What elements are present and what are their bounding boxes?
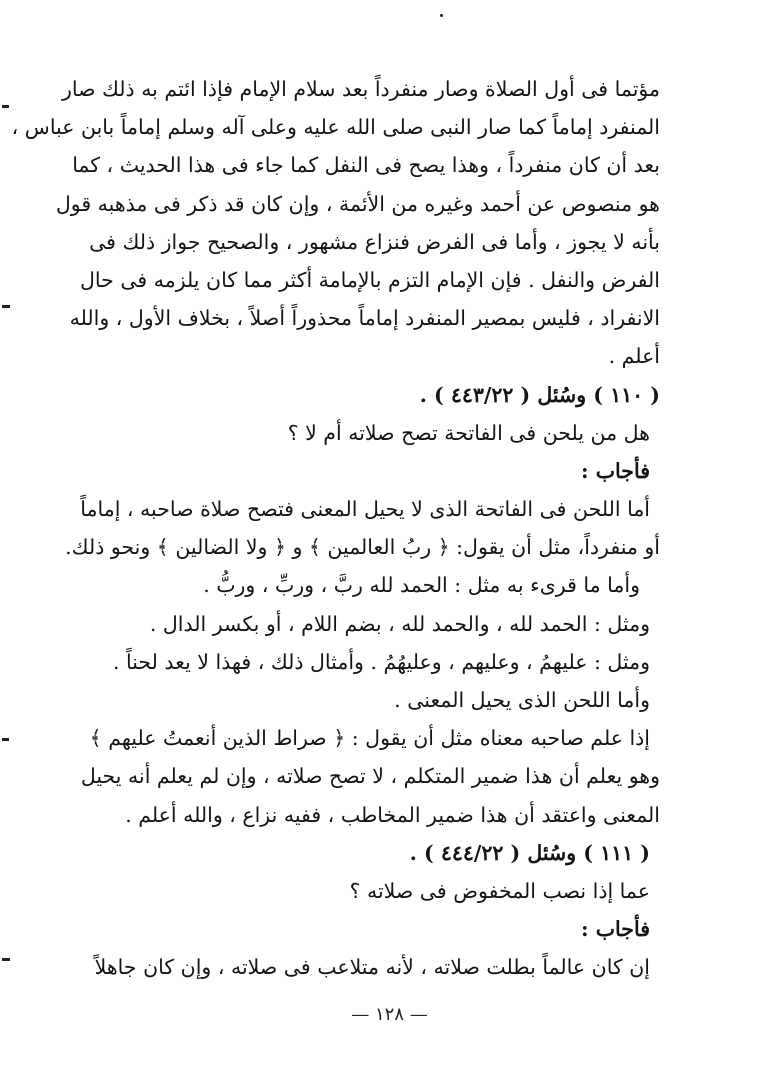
text-line: بعد أن كان منفرداً ، وهذا يصح فى النفل كما جاء فى هذا الحديث ، كما xyxy=(72,153,660,178)
text-line: فأجاب : xyxy=(581,917,650,942)
page-number: — ١٢٨ — xyxy=(351,1004,428,1025)
text-line: ( ١١٠ ) وسُئل ( ٤٤٣/٢٢ ) . xyxy=(419,382,660,407)
text-line: هو منصوص عن أحمد وغيره من الأئمة ، وإن كان قد ذكر فى مذهبه قول xyxy=(55,191,660,216)
text-line: أو منفرداً، مثل أن يقول: ﴿ ربُ العالمين ﴾ و ﴿ ولا الضالين ﴾ ونحو ذلك. xyxy=(65,535,660,560)
text-line: إن كان عالماً بطلت صلاته ، لأنه متلاعب فى صلاته ، وإن كان جاهلاً xyxy=(94,955,650,980)
page-body xyxy=(11,70,660,987)
text-line: وأما ما قرىء به مثل : الحمد لله ربَّ ، وربِّ ، وربُّ . xyxy=(203,573,640,598)
text-line: بأنه لا يجوز ، وأما فى الفرض فنزاع مشهور ، والصحيح جواز ذلك فى xyxy=(89,229,660,254)
text-line: عما إذا نصب المخفوض فى صلاته ؟ xyxy=(349,878,650,903)
text-line: أعلم . xyxy=(608,344,660,369)
text-line: إذا علم صاحبه معناه مثل أن يقول : ﴿ صراط الذين أنعمتُ عليهم ﴾ xyxy=(89,726,650,751)
text-line: مؤتما فى أول الصلاة وصار منفرداً بعد سلام الإمام فإذا ائتم به ذلك صار xyxy=(61,77,660,101)
scan-mark xyxy=(2,105,9,108)
text-line: ومثل : عليهمُ ، وعليهم ، وعليهُمُ . وأمثال ذلك ، فهذا لا يعد لحناً . xyxy=(112,649,650,674)
text-line: ومثل : الحمد لله ، والحمد لله ، بضم اللام ، أو بكسر الدال . xyxy=(149,611,650,636)
text-line: هل من يلحن فى الفاتحة تصح صلاته أم لا ؟ xyxy=(287,420,650,445)
text-line: ( ١١١ ) وسُئل ( ٤٤٤/٢٢ ) . xyxy=(409,840,650,865)
scan-dot xyxy=(440,14,443,17)
text-line: المعنى واعتقد أن هذا ضمير المخاطب ، ففيه نزاع ، والله أعلم . xyxy=(125,802,660,827)
text-line: الانفراد ، فليس بمصير المنفرد إماماً محذوراً أصلاً ، بخلاف الأول ، والله xyxy=(69,306,660,331)
text-line: وأما اللحن الذى يحيل المعنى . xyxy=(394,688,650,712)
text-line: أما اللحن فى الفاتحة الذى لا يحيل المعنى فتصح صلاة صاحبه ، إماماً xyxy=(80,497,650,522)
scan-mark xyxy=(2,305,10,308)
text-line: وهو يعلم أن هذا ضمير المتكلم ، لا تصح صلاته ، وإن لم يعلم أنه يحيل xyxy=(80,764,660,789)
scan-mark xyxy=(2,738,9,741)
text-line: المنفرد إماماً كما صار النبى صلى الله عليه وعلى آله وسلم إماماً بابن عباس ، xyxy=(11,115,660,140)
text-line: الفرض والنفل . فإن الإمام التزم بالإمامة أكثر مما كان يلزمه فى حال xyxy=(80,267,660,292)
scan-mark xyxy=(2,958,10,961)
text-line: فأجاب : xyxy=(581,458,650,483)
